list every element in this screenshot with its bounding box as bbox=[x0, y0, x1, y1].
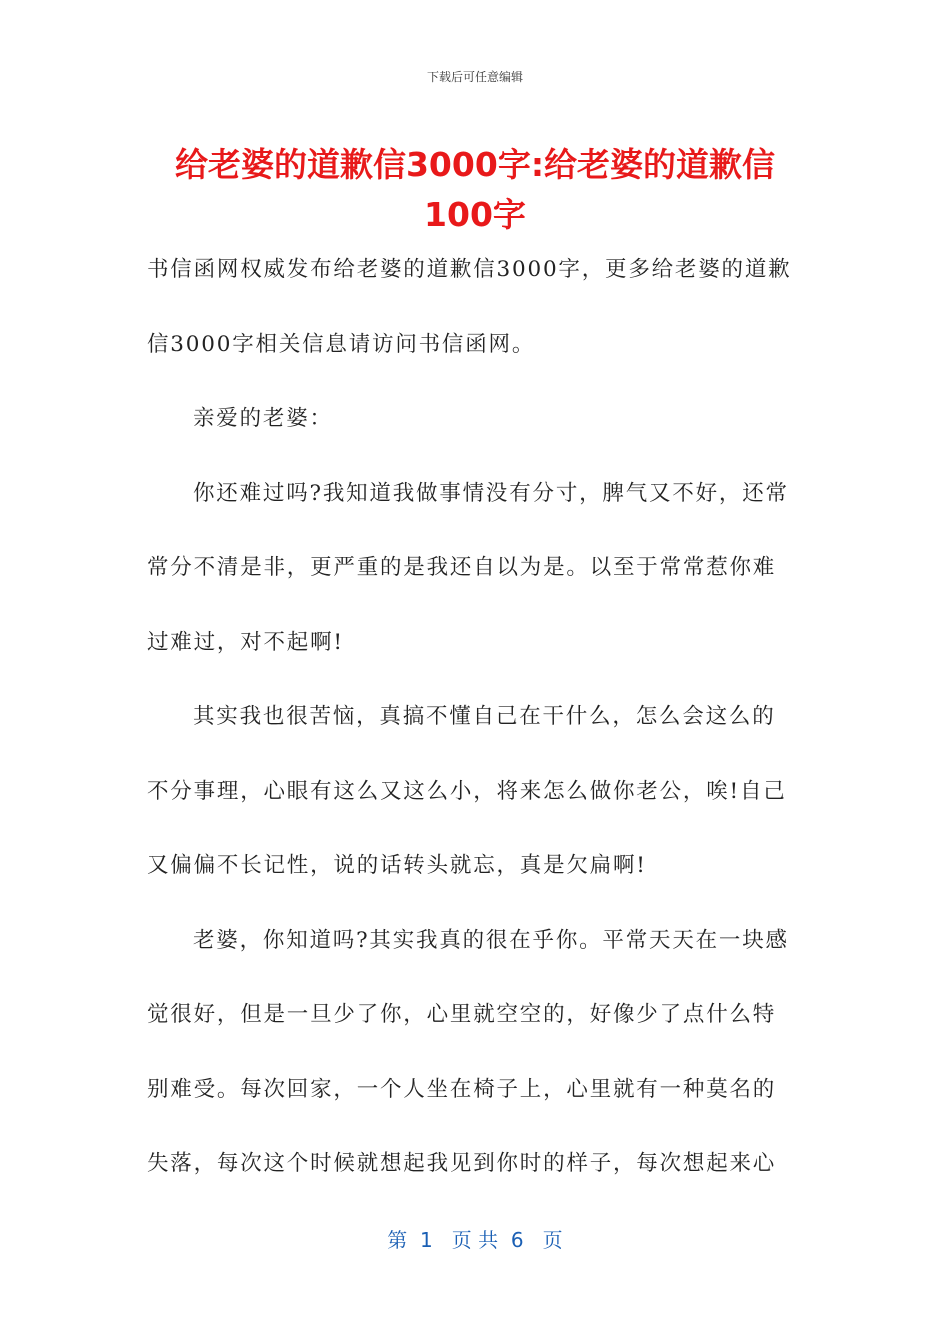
body-line: 书信函网权威发布给老婆的道歉信3000字，更多给老婆的道歉 bbox=[147, 257, 792, 282]
title-line-2: 100字 bbox=[424, 195, 526, 234]
body-line: 你还难过吗?我知道我做事情没有分寸，脾气又不好，还常 bbox=[193, 480, 789, 506]
body-line: 又偏偏不长记性，说的话转头就忘，真是欠扁啊! bbox=[147, 853, 647, 878]
body-line: 老婆，你知道吗?其实我真的很在乎你。平常天天在一块感 bbox=[193, 927, 789, 953]
page-number-footer bbox=[0, 1224, 950, 1253]
body-line: 信3000字相关信息请访问书信函网。 bbox=[147, 331, 536, 357]
body-line: 常分不清是非，更严重的是我还自以为是。以至于常常惹你难 bbox=[147, 555, 777, 580]
body-line: 不分事理，心眼有这么又这么小，将来怎么做你老公，唉!自己 bbox=[147, 778, 787, 804]
body-line: 觉很好，但是一旦少了你，心里就空空的，好像少了点什么特 bbox=[147, 1002, 777, 1027]
body-line: 别难受。每次回家，一个人坐在椅子上，心里就有一种莫名的 bbox=[147, 1076, 777, 1102]
title-line-1: 给老婆的道歉信3000字:给老婆的道歉信 bbox=[174, 145, 776, 184]
document-body bbox=[147, 245, 807, 1214]
body-line: 过难过，对不起啊! bbox=[147, 629, 344, 655]
body-line: 失落，每次这个时候就想起我见到你时的样子，每次想起来心 bbox=[147, 1151, 777, 1176]
document-title bbox=[140, 140, 810, 240]
header-note: 下载后可任意编辑 bbox=[426, 70, 523, 84]
salutation: 亲爱的老婆： bbox=[193, 406, 333, 431]
page-number-text: 第 1 页 共 6 页 bbox=[387, 1228, 563, 1252]
body-line: 其实我也很苦恼，真搞不懂自己在干什么，怎么会这么的 bbox=[193, 704, 776, 729]
